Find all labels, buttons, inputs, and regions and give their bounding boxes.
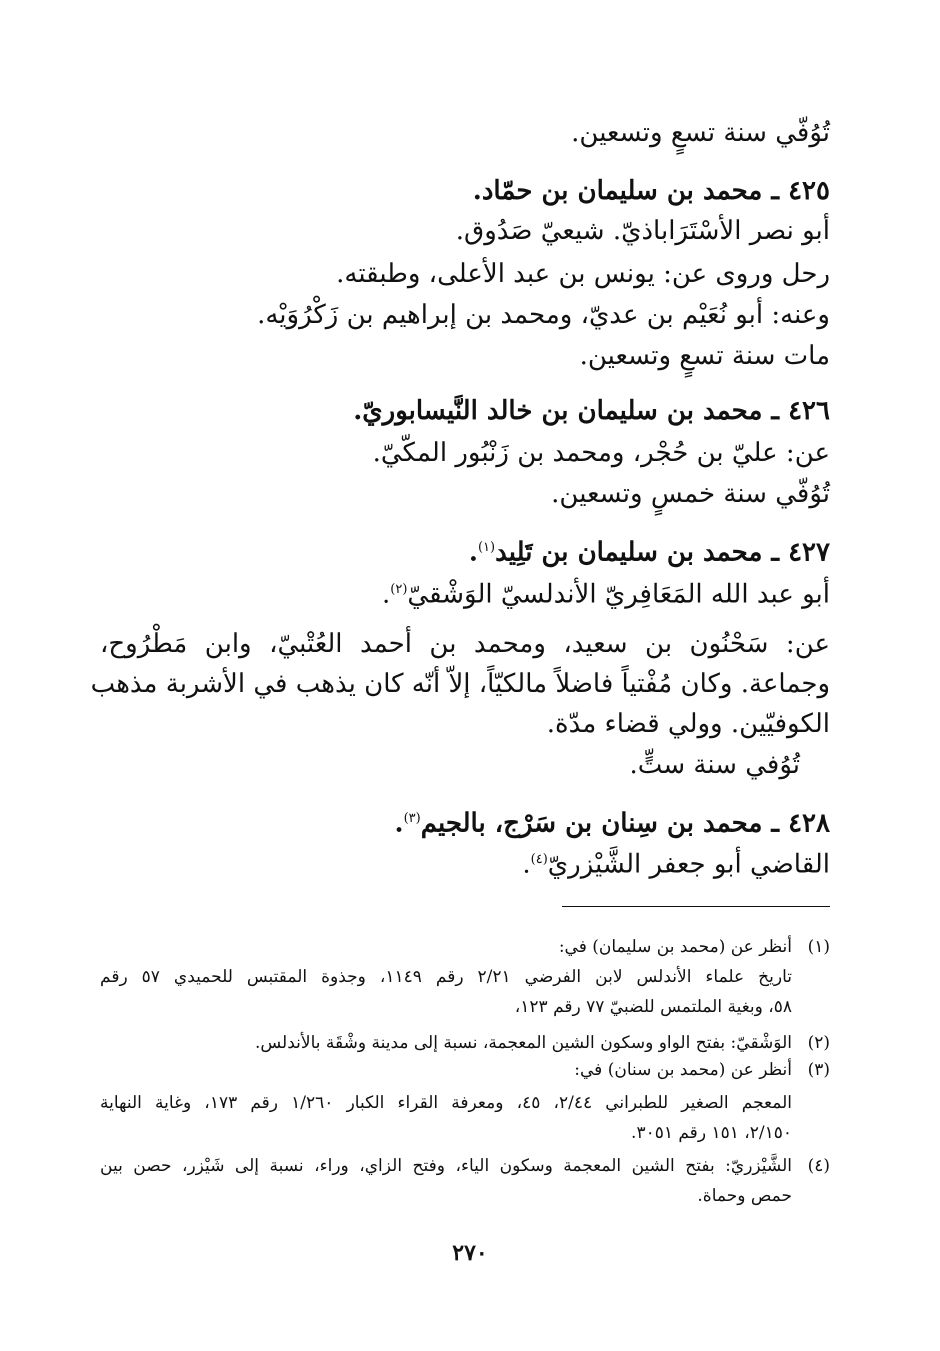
footnote-3-line: المعجم الصغير للطبراني ٢/٤٤، ٤٥، ومعرفة القراء الكبار ١/٢٦٠ رقم ١٧٣، وغاية النهاية	[100, 1093, 792, 1113]
footnote-number: (٤)	[807, 1156, 830, 1176]
footnote-ref: (١)	[477, 540, 496, 555]
footnote-3	[100, 1057, 830, 1083]
footnote-number: (١)	[807, 937, 830, 957]
entry-428-heading-text: ٤٢٨ ـ محمد بن سِنان بن سَرْج، بالجيم	[420, 808, 830, 839]
entry-425-line: رحل وروى عن: يونس بن عبد الأعلى، وطبقته.	[336, 259, 830, 289]
footnote-number: (٣)	[807, 1060, 830, 1080]
footnote-3-line: ٢/١٥٠، ١٥١ رقم ٣٠٥١.	[631, 1123, 792, 1143]
heading-period: .	[468, 537, 478, 568]
entry-427-line: تُوُفي سنة ستٍّ.	[629, 750, 800, 780]
footnote-text: الوَشْقيّ: بفتح الواو وسكون الشين المعجمة، نسبة إلى مدينة وشْقَة بالأندلس.	[254, 1033, 792, 1053]
entry-427-line: الكوفيّين. وولي قضاء مدّة.	[546, 709, 830, 739]
footnote-ref: (٤)	[530, 852, 548, 867]
footnote-text: الشَّيْزريّ: بفتح الشين المعجمة وسكون الياء، وفتح الزاي، وراء، نسبة إلى شَيْزر، حصن بين	[100, 1156, 792, 1176]
footnote-separator	[562, 906, 830, 907]
entry-425-line: أبو نصر الأسْتَرَاباذيّ. شيعيّ صَدُوق.	[455, 216, 830, 246]
entry-427-heading	[100, 531, 830, 570]
footnote-ref: (٣)	[403, 811, 421, 826]
entry-427-line: وجماعة. وكان مُفْتياً فاضلاً مالكيّاً، إلاّ أنّه كان يذهب في الأشربة مذهب	[90, 669, 830, 699]
heading-period: .	[394, 808, 404, 839]
entry-425-line: مات سنة تسعٍ وتسعين.	[579, 341, 830, 371]
footnote-text: أنظر عن (محمد بن سليمان) في:	[558, 937, 792, 957]
footnote-1-line: تاريخ علماء الأندلس لابن الفرضي ٢/٢١ رقم ١١٤٩، وجذوة المقتبس للحميدي ٥٧ رقم	[100, 967, 793, 987]
entry-427-line	[100, 573, 830, 612]
footnote-4	[100, 1153, 830, 1179]
footnote-4-line: حمص وحماة.	[697, 1186, 792, 1206]
entry-427-line: عن: سَحْنُون بن سعيد، ومحمد بن أحمد العُتْبيّ، وابن مَطْرُوح،	[100, 629, 830, 659]
entry-428-line	[100, 843, 830, 882]
entry-427-line-text: أبو عبد الله المَعَافِريّ الأندلسيّ الوَشْقيّ	[407, 579, 830, 610]
footnote-1-line: ٥٨، وبغية الملتمس للضبيّ ٧٧ رقم ١٢٣،	[514, 997, 792, 1017]
footnote-text: أنظر عن (محمد بن سنان) في:	[574, 1060, 792, 1080]
entry-425-heading: ٤٢٥ ـ محمد بن سليمان بن حمّاد.	[472, 176, 830, 206]
line-period: .	[522, 849, 531, 880]
line-period: .	[382, 579, 391, 610]
footnote-number: (٢)	[807, 1033, 830, 1053]
footnote-2	[100, 1030, 830, 1056]
entry-426-line: عن: عليّ بن حُجْر، ومحمد بن زَنْبُور المكّيّ.	[372, 438, 830, 468]
footnote-1	[100, 934, 830, 960]
entry-427-heading-text: ٤٢٧ ـ محمد بن سليمان بن تَلِيد	[495, 537, 830, 568]
entry-426-line: تُوُفّي سنة خمسٍ وتسعين.	[551, 479, 830, 509]
entry-426-heading: ٤٢٦ ـ محمد بن سليمان بن خالد النَّيسابوريّ.	[353, 396, 830, 426]
page-number: ٢٧٠	[452, 1240, 488, 1266]
entry-425-line: وعنه: أبو نُعَيْم بن عديّ، ومحمد بن إبراهيم بن زَكْرُوَيْه.	[257, 300, 830, 330]
footnote-ref: (٢)	[390, 582, 408, 597]
prev-entry-death-line: تُوُفّي سنة تسعٍ وتسعين.	[571, 118, 830, 148]
entry-428-heading	[100, 802, 830, 841]
entry-428-line-text: القاضي أبو جعفر الشَّيْزريّ	[547, 849, 830, 880]
